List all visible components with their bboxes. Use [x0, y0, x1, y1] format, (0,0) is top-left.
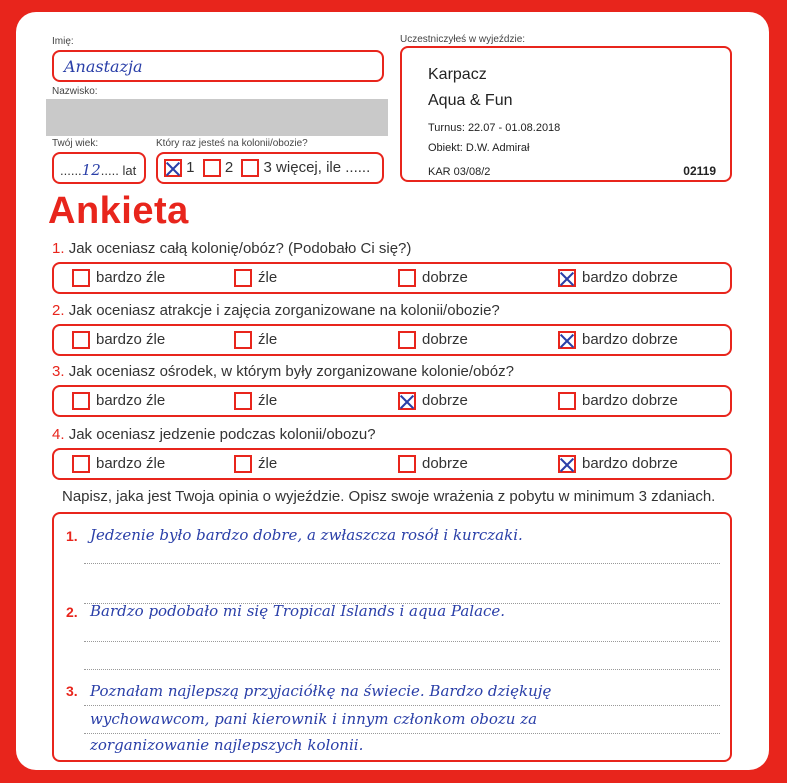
surname-redacted-field [46, 99, 388, 136]
writing-line [84, 563, 720, 564]
question-label: Jak oceniasz atrakcje i zajęcia zorganizowane na kolonii/obozie? [68, 302, 500, 319]
rating-label: bardzo dobrze [582, 269, 678, 286]
question-2-text [52, 302, 500, 319]
rating-checkbox[interactable] [72, 331, 90, 349]
age-suffix: lat [122, 163, 137, 178]
name-value: Anastazja [64, 57, 143, 76]
age-dots-after: ..... [100, 163, 119, 178]
rating-option[interactable] [72, 331, 165, 349]
rating-checkbox[interactable] [558, 269, 576, 287]
writing-line [84, 641, 720, 642]
rating-label: źle [258, 331, 278, 348]
age-entry [60, 161, 136, 179]
question-label: Jak oceniasz ośrodek, w którym były zorganizowane kolonie/obóz? [68, 363, 514, 380]
rating-option[interactable] [398, 455, 468, 473]
question-label: Jak oceniasz całą kolonię/obóz? (Podobało Ci się?) [68, 240, 412, 257]
opinion-line: Jedzenie było bardzo dobre, a zwłaszcza rosół i kurczaki. [90, 526, 523, 544]
rating-label: bardzo dobrze [582, 455, 678, 472]
rating-option[interactable] [558, 455, 678, 473]
writing-line [84, 705, 720, 706]
rating-checkbox[interactable] [398, 392, 416, 410]
question-3-options [52, 385, 732, 417]
name-field[interactable] [52, 50, 384, 82]
times-option-1: 1 [186, 159, 195, 176]
times-checkbox-3[interactable] [241, 159, 259, 177]
trip-info-box [400, 46, 732, 182]
opinion-line: Poznałam najlepszą przyjaciółkę na świecie. Bardzo dziękuję [90, 682, 552, 700]
rating-checkbox[interactable] [558, 331, 576, 349]
opinion-line: zorganizowanie najlepszych kolonii. [90, 736, 364, 754]
rating-label: źle [258, 269, 278, 286]
rating-label: dobrze [422, 269, 468, 286]
trip-number: 02119 [683, 164, 716, 178]
rating-checkbox[interactable] [72, 269, 90, 287]
rating-label: bardzo źle [96, 269, 166, 286]
trip-label: Uczestniczyłeś w wyjeździe: [400, 34, 526, 45]
rating-checkbox[interactable] [234, 269, 252, 287]
rating-label: bardzo dobrze [582, 331, 678, 348]
age-label: Twój wiek: [52, 138, 99, 149]
rating-label: dobrze [422, 455, 468, 472]
rating-checkbox[interactable] [234, 392, 252, 410]
opinion-number-1: 1. [66, 528, 78, 544]
opinion-prompt: Napisz, jaka jest Twoja opinia o wyjeździe. Opisz swoje wrażenia z pobytu w minimum 3 zdaniach. [62, 488, 716, 505]
trip-destination: Karpacz [428, 66, 487, 83]
rating-option[interactable] [234, 392, 277, 410]
rating-option[interactable] [398, 269, 468, 287]
rating-checkbox[interactable] [72, 392, 90, 410]
times-option-3: 3 więcej, ile ...... [263, 159, 371, 176]
times-field [156, 152, 384, 184]
rating-label: źle [258, 455, 278, 472]
question-1-text [52, 240, 411, 257]
rating-checkbox[interactable] [398, 331, 416, 349]
trip-program: Aqua & Fun [428, 92, 513, 109]
rating-label: bardzo dobrze [582, 392, 678, 409]
rating-option[interactable] [398, 331, 468, 349]
rating-label: dobrze [422, 392, 468, 409]
rating-option[interactable] [72, 455, 165, 473]
age-dots-before: ...... [60, 163, 82, 178]
rating-label: bardzo źle [96, 331, 166, 348]
times-option-2: 2 [224, 159, 234, 176]
question-number: 2. [52, 302, 65, 319]
surname-label: Nazwisko: [52, 86, 98, 97]
rating-option[interactable] [72, 269, 165, 287]
trip-code: KAR 03/08/2 [428, 166, 491, 178]
question-3-text [52, 363, 514, 380]
rating-checkbox[interactable] [398, 269, 416, 287]
page-title: Ankieta [48, 190, 189, 232]
question-number: 3. [52, 363, 65, 380]
age-field[interactable] [52, 152, 146, 184]
times-label: Który raz jesteś na kolonii/obozie? [156, 138, 308, 149]
writing-line [84, 733, 720, 734]
rating-option[interactable] [234, 269, 277, 287]
question-1-options [52, 262, 732, 294]
writing-line [84, 669, 720, 670]
opinion-number-2: 2. [66, 604, 78, 620]
rating-label: bardzo źle [96, 392, 166, 409]
rating-checkbox[interactable] [558, 455, 576, 473]
rating-checkbox[interactable] [558, 392, 576, 410]
rating-option[interactable] [558, 392, 678, 410]
times-checkbox-2[interactable] [203, 159, 221, 177]
trip-obiekt: Obiekt: D.W. Admirał [428, 142, 530, 154]
rating-option[interactable] [234, 331, 277, 349]
age-value: 12 [81, 161, 101, 179]
rating-checkbox[interactable] [398, 455, 416, 473]
opinion-line: Bardzo podobało mi się Tropical Islands i aqua Palace. [90, 602, 506, 620]
opinion-number-3: 3. [66, 683, 78, 699]
rating-option[interactable] [234, 455, 277, 473]
rating-option[interactable] [558, 331, 678, 349]
question-label: Jak oceniasz jedzenie podczas kolonii/obozu? [68, 426, 376, 443]
rating-checkbox[interactable] [234, 331, 252, 349]
rating-checkbox[interactable] [72, 455, 90, 473]
rating-label: dobrze [422, 331, 468, 348]
opinion-line: wychowawcom, pani kierownik i innym członkom obozu za [90, 710, 538, 728]
question-4-options [52, 448, 732, 480]
rating-option[interactable] [398, 392, 468, 410]
rating-option[interactable] [72, 392, 165, 410]
question-4-text [52, 426, 376, 443]
rating-option[interactable] [558, 269, 678, 287]
times-checkbox-1[interactable] [164, 159, 182, 177]
rating-label: bardzo źle [96, 455, 166, 472]
name-label: Imię: [52, 36, 74, 47]
question-number: 1. [52, 240, 65, 257]
rating-checkbox[interactable] [234, 455, 252, 473]
rating-label: źle [258, 392, 278, 409]
question-number: 4. [52, 426, 65, 443]
trip-turnus: Turnus: 22.07 - 01.08.2018 [428, 122, 561, 134]
question-2-options [52, 324, 732, 356]
